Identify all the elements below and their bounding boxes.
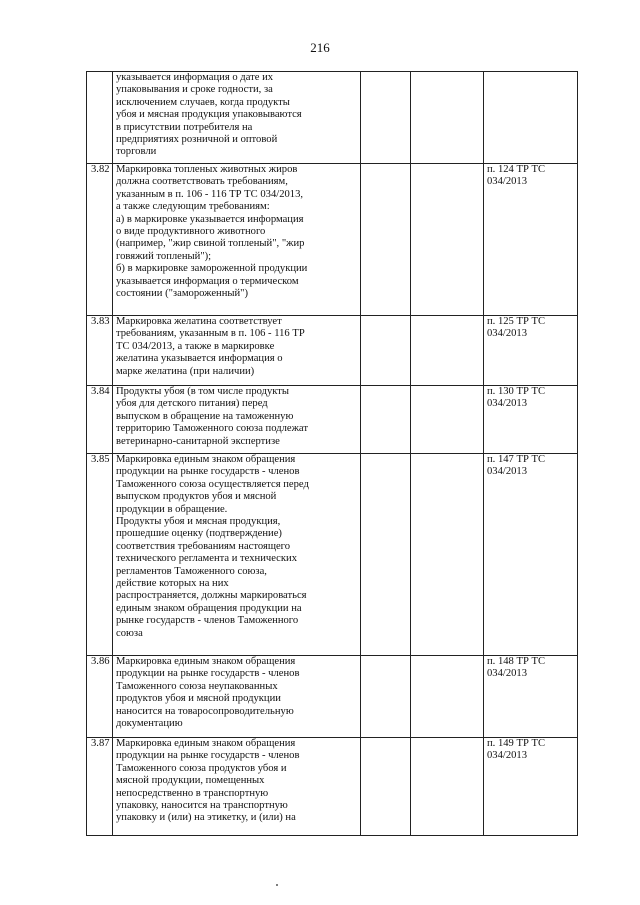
empty-cell	[361, 316, 411, 386]
empty-cell	[411, 164, 484, 316]
reference-cell: п. 148 ТР ТС 034/2013	[484, 656, 578, 738]
page-number: 216	[310, 40, 330, 55]
row-number: 3.86	[87, 656, 113, 738]
reference-cell: п. 124 ТР ТС 034/2013	[484, 164, 578, 316]
row-number: 3.83	[87, 316, 113, 386]
requirement-text: указывается информация о дате их упаковывания и сроке годности, за исключением случаев, когда продукты убоя и мясная продукция упаковываются в присутствии потребителя на предприятиях розничной и оптовой торговли	[113, 72, 361, 164]
requirements-table	[86, 71, 578, 836]
row-number	[87, 72, 113, 164]
scan-speck	[276, 884, 278, 886]
table-row	[87, 72, 578, 164]
empty-cell	[411, 656, 484, 738]
reference-cell: п. 130 ТР ТС 034/2013	[484, 386, 578, 454]
row-number: 3.85	[87, 454, 113, 656]
requirement-text: Маркировка топленых животных жиров должна соответствовать требованиям, указанным в п. 106 - 116 ТР ТС 034/2013, а также следующим требованиям: а) в маркировке указывается информация о виде продуктивного животного (например, "жир свиной топленый", "жир говяжий топленый"); б) в маркировке замороженной продукции указывается информация о термическом состоянии ("замороженный")	[113, 164, 361, 316]
table-row	[87, 386, 578, 454]
reference-cell: п. 149 ТР ТС 034/2013	[484, 738, 578, 836]
reference-cell	[484, 72, 578, 164]
row-number: 3.87	[87, 738, 113, 836]
requirement-text: Продукты убоя (в том числе продукты убоя для детского питания) перед выпуском в обращение на таможенную территорию Таможенного союза подлежат ветеринарно-санитарной экспертизе	[113, 386, 361, 454]
empty-cell	[411, 738, 484, 836]
table-row	[87, 316, 578, 386]
empty-cell	[411, 72, 484, 164]
requirement-text: Маркировка единым знаком обращения продукции на рынке государств - членов Таможенного союза неупакованных продуктов убоя и мясной продукции наносится на товаросопроводительную документацию	[113, 656, 361, 738]
empty-cell	[361, 72, 411, 164]
table-row	[87, 454, 578, 656]
row-number: 3.84	[87, 386, 113, 454]
table-row	[87, 656, 578, 738]
table-row	[87, 164, 578, 316]
empty-cell	[361, 656, 411, 738]
empty-cell	[411, 316, 484, 386]
empty-cell	[411, 454, 484, 656]
empty-cell	[361, 386, 411, 454]
reference-cell: п. 147 ТР ТС 034/2013	[484, 454, 578, 656]
table-row	[87, 738, 578, 836]
requirement-text: Маркировка единым знаком обращения продукции на рынке государств - членов Таможенного союза осуществляется перед выпуском продуктов убоя и мясной продукции в обращение. Продукты убоя и мясная продукция, прошедшие оценку (подтверждение) соответствия требованиям настоящего технического регламента и технических регламентов Таможенного союза, действие которых на них распространяется, должны маркироваться единым знаком обращения продукции на рынке государств - членов Таможенного союза	[113, 454, 361, 656]
requirement-text: Маркировка единым знаком обращения продукции на рынке государств - членов Таможенного союза продуктов убоя и мясной продукции, помещенных непосредственно в транспортную упаковку, наносится на транспортную упаковку и (или) на этикетку, и (или) на	[113, 738, 361, 836]
requirement-text: Маркировка желатина соответствует требованиям, указанным в п. 106 - 116 ТР ТС 034/2013, а также в маркировке желатина указывается информация о марке желатина (при наличии)	[113, 316, 361, 386]
reference-cell: п. 125 ТР ТС 034/2013	[484, 316, 578, 386]
empty-cell	[361, 738, 411, 836]
row-number: 3.82	[87, 164, 113, 316]
empty-cell	[361, 454, 411, 656]
empty-cell	[411, 386, 484, 454]
empty-cell	[361, 164, 411, 316]
